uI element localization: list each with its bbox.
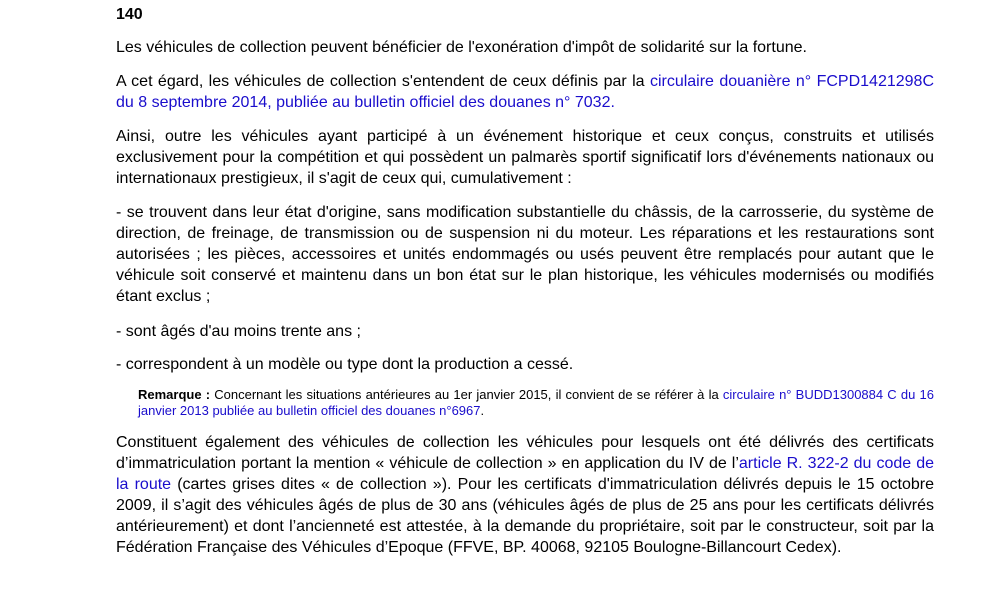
paragraph-definition-text: A cet égard, les véhicules de collection s'entendent de ceux définis par la xyxy=(116,73,650,90)
customs-circular-link[interactable]: circulaire douanière n° FCPD1421298C du 8 septembre 2014, publiée au bulletin officiel des douanes n° 7032. xyxy=(116,73,935,111)
list-item-age xyxy=(116,321,934,342)
list-item-age-text: - sont âgés d'au moins trente ans ; xyxy=(116,323,361,340)
remark-label: Remarque : xyxy=(138,387,211,402)
highway-code-article-link[interactable]: article R. 322-2 du code de la route xyxy=(116,455,934,493)
remark-end: . xyxy=(480,403,485,418)
paragraph-criteria-intro-text: Ainsi, outre les véhicules ayant participé à un événement historique et ceux conçus, construits et utilisés exclusivement pour la compétition et qui possèdent un palmarès sportif significatif lors d'événements nationaux ou internationaux prestigieux, il s'agit de ceux qui, cumulativement : xyxy=(116,128,934,187)
paragraph-exemption xyxy=(116,37,934,58)
paragraph-criteria-intro xyxy=(116,126,934,189)
paragraph-definition xyxy=(116,71,934,113)
remark-note xyxy=(138,387,934,419)
paragraph-registration-end: (cartes grises dites « de collection »). Pour les certificats d'immatriculation délivrés depuis le 15 octobre 2009, il s’agit des véhicules âgés de plus de 30 ans (véhicules âgés de plus de 25 ans pour les certificats délivrés antérieurement) et dont l’ancienneté est attestée, à la demande du propriétaire, soit par le constructeur, soit par la Fédération Française des Véhicules d’Epoque (FFVE, BP. 40068, 92105 Boulogne-Billancourt Cedex). xyxy=(116,476,934,556)
list-item-original-state xyxy=(116,202,934,307)
list-item-original-state-text: - se trouvent dans leur état d'origine, sans modification substantielle du châssis, de la carrosserie, du système de direction, de freinage, de transmission ou de suspension ni du moteur. Les réparations et les restaurations sont autorisées ; les pièces, accessoires et unités endommagés ou usés peuvent être remplacés pour autant que le véhicule soit conservé et maintenu dans un bon état sur le plan historique, les véhicules modernisés ou modifiés étant exclus ; xyxy=(116,204,934,305)
paragraph-number: 140 xyxy=(116,6,143,23)
remark-text: Concernant les situations antérieures au 1er janvier 2015, il convient de se référer à la xyxy=(210,387,723,402)
list-item-production-ceased xyxy=(116,354,934,375)
paragraph-registration-certificates xyxy=(116,432,934,558)
paragraph-exemption-text: Les véhicules de collection peuvent bénéficier de l'exonération d'impôt de solidarité sur la fortune. xyxy=(116,39,807,56)
paragraph-registration-text: Constituent également des véhicules de collection les véhicules pour lesquels ont été délivrés des certificats d’immatriculation portant la mention « véhicule de collection » en application du IV de l’ xyxy=(116,434,934,472)
list-item-production-ceased-text: - correspondent à un modèle ou type dont la production a cessé. xyxy=(116,356,574,373)
remark-circular-link[interactable]: circulaire n° BUDD1300884 C du 16 janvier 2013 publiée au bulletin officiel des douanes n°6967 xyxy=(138,387,934,418)
